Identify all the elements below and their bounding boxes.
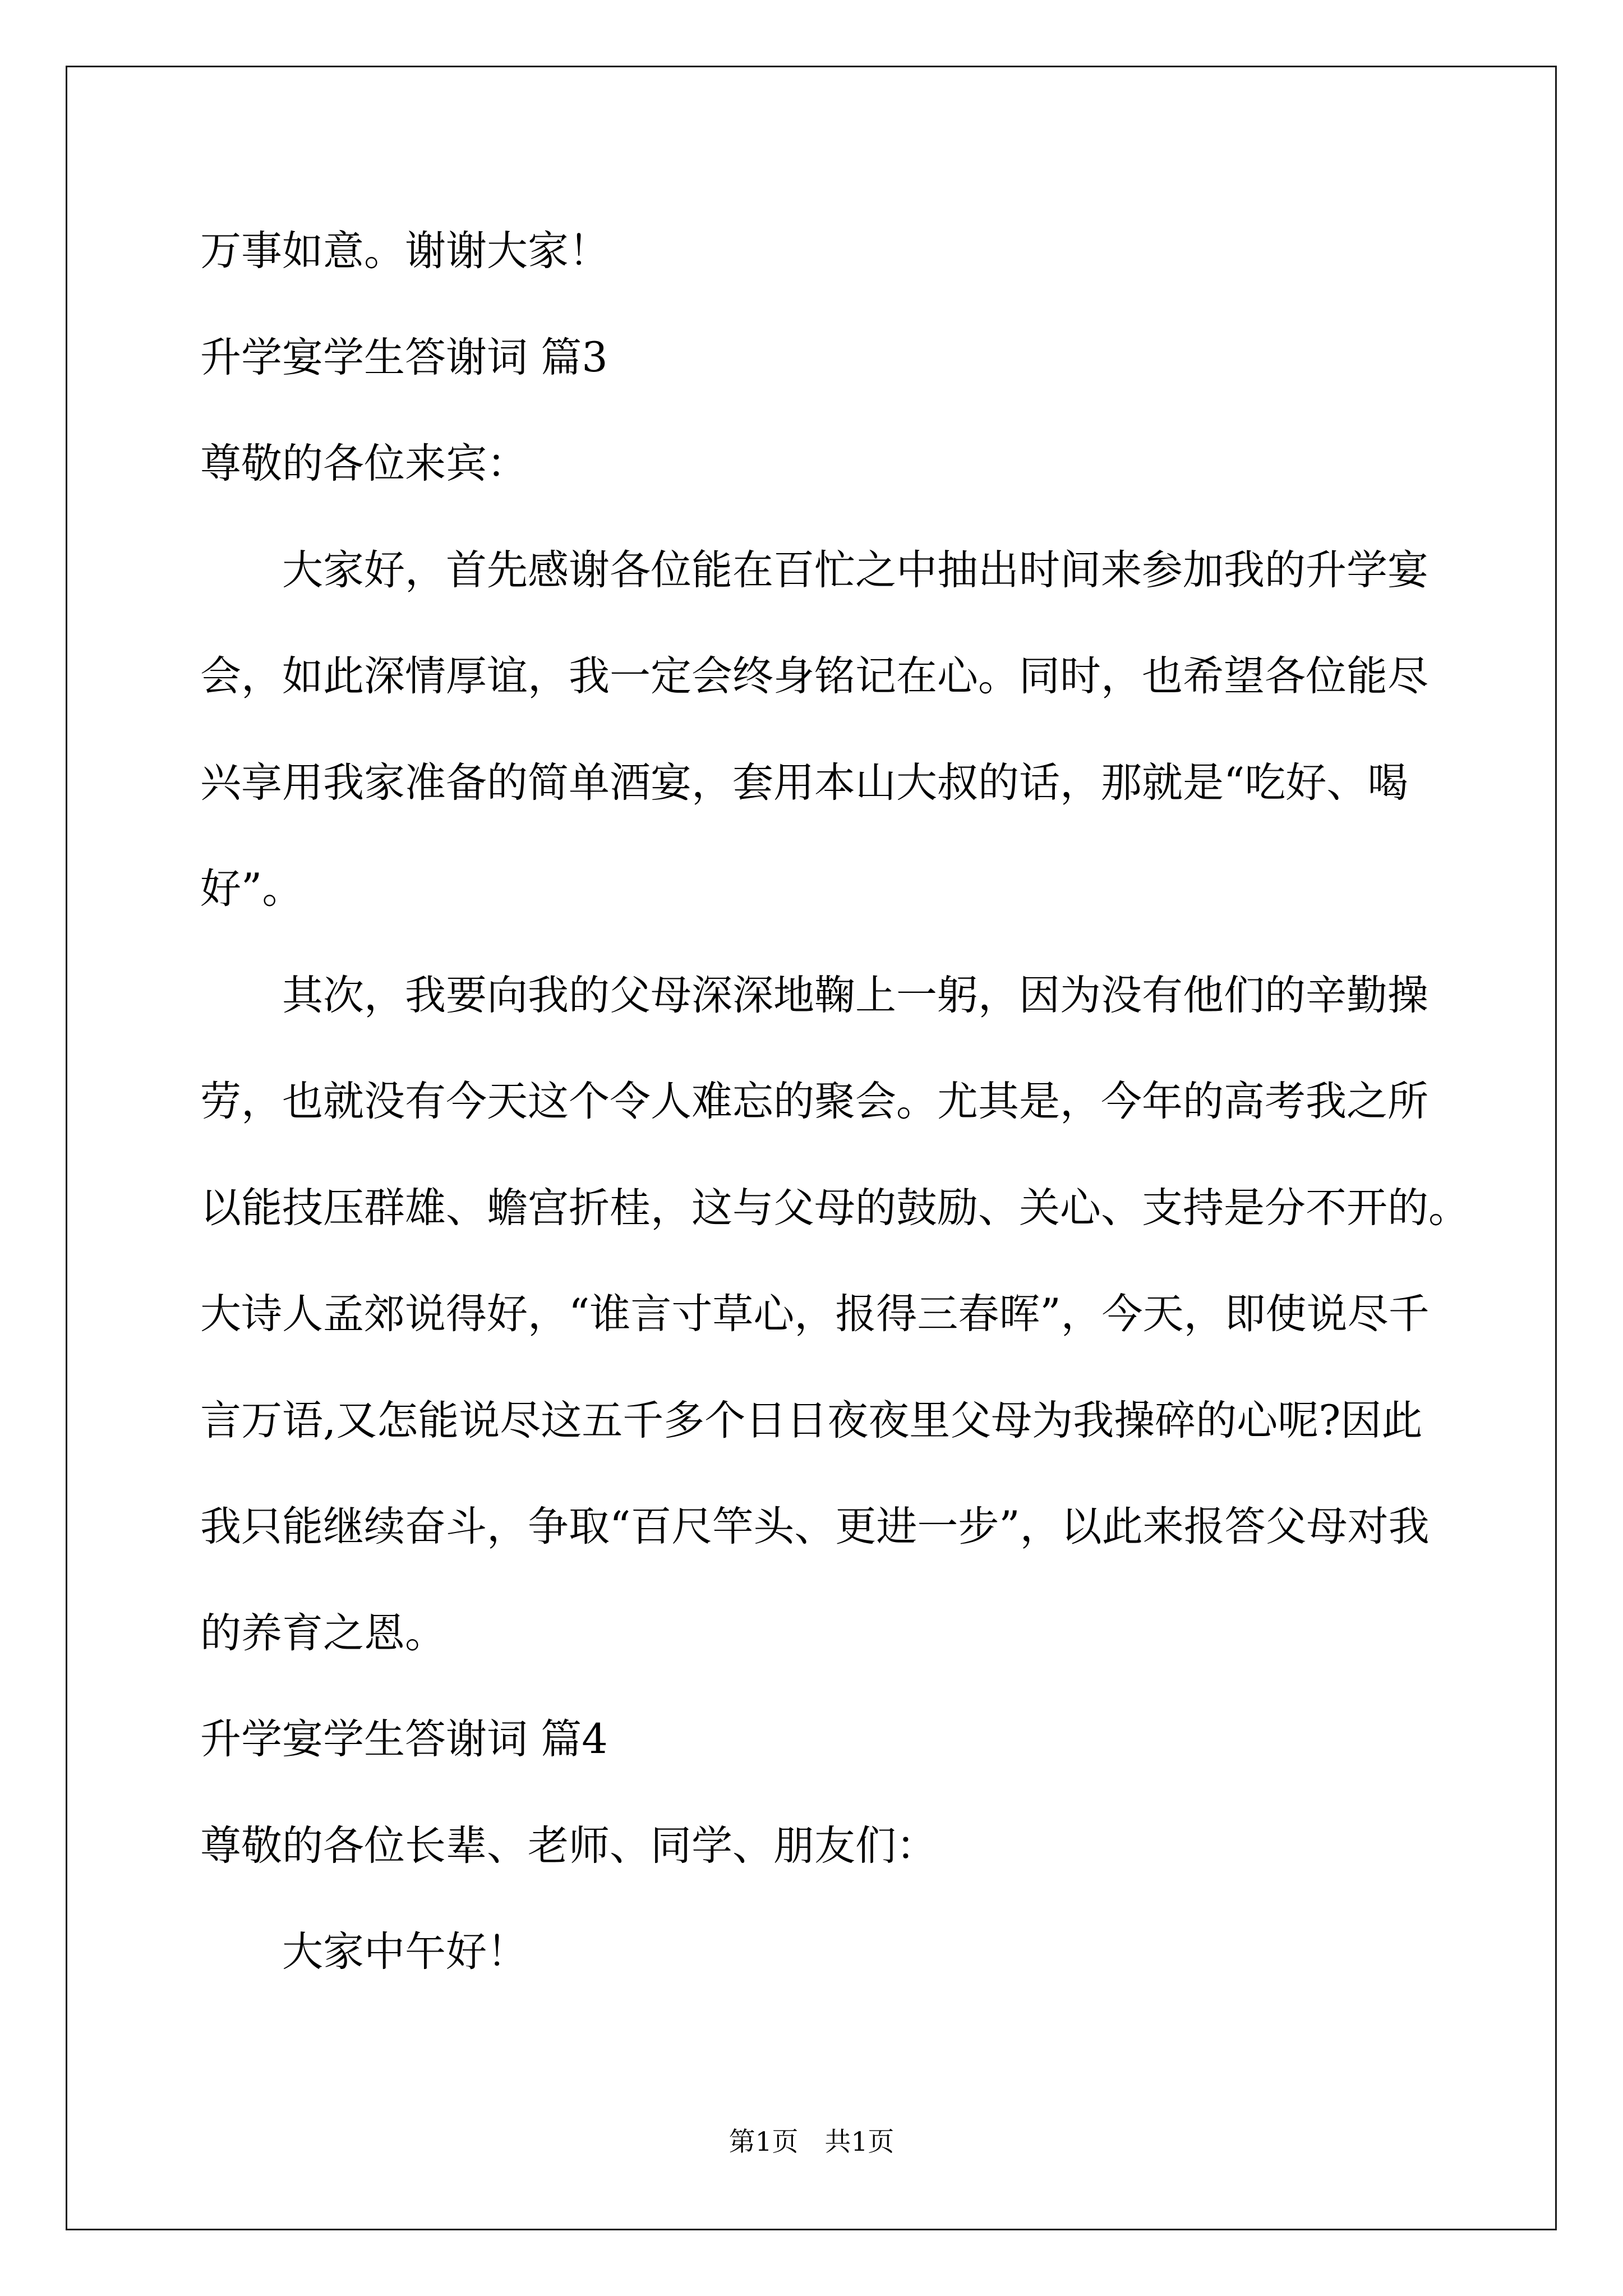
section-heading: [200, 1686, 1490, 1793]
line: 好”。: [200, 865, 303, 913]
line: 大家中午好！: [282, 1928, 528, 1976]
page-footer: 第1页 共1页: [728, 2127, 895, 2157]
paragraph: [200, 1899, 1490, 2005]
line: 的养育之恩。: [200, 1609, 446, 1657]
line: 万事如意。谢谢大家！: [200, 227, 610, 275]
line: 言万语,又怎能说尽这五千多个日日夜夜里父母为我操碎的心呢?因此: [200, 1396, 1423, 1444]
body-text: [200, 198, 1490, 2005]
line: 以能技压群雄、蟾宫折桂，这与父母的鼓励、关心、支持是分不开的。: [200, 1184, 1469, 1232]
salutation: [200, 411, 1490, 517]
paragraph: [200, 942, 1490, 1687]
line: 升学宴学生答谢词 篇3: [200, 333, 608, 381]
line: 兴享用我家准备的简单酒宴，套用本山大叔的话，那就是“吃好、喝: [200, 758, 1409, 807]
line: 大家好，首先感谢各位能在百忙之中抽出时间来参加我的升学宴: [282, 546, 1428, 594]
paragraph: [200, 517, 1490, 942]
line: 尊敬的各位来宾：: [200, 440, 528, 487]
line: 升学宴学生答谢词 篇4: [200, 1715, 608, 1763]
line: 会，如此深情厚谊，我一定会终身铭记在心。同时，也希望各位能尽: [200, 652, 1428, 700]
salutation: [200, 1793, 1490, 1899]
section-heading: [200, 305, 1490, 411]
line: 大诗人孟郊说得好，“谁言寸草心，报得三春晖”，今天，即使说尽千: [200, 1290, 1430, 1338]
line: 劳，也就没有今天这个令人难忘的聚会。尤其是，今年的高考我之所: [200, 1078, 1428, 1125]
line: 尊敬的各位长辈、老师、同学、朋友们：: [200, 1821, 937, 1870]
line: 我只能继续奋斗，争取“百尺竿头、更进一步”，以此来报答父母对我: [200, 1503, 1430, 1550]
line: 其次，我要向我的父母深深地鞠上一躬，因为没有他们的辛勤操: [282, 971, 1428, 1019]
closing-line: [200, 198, 1490, 305]
